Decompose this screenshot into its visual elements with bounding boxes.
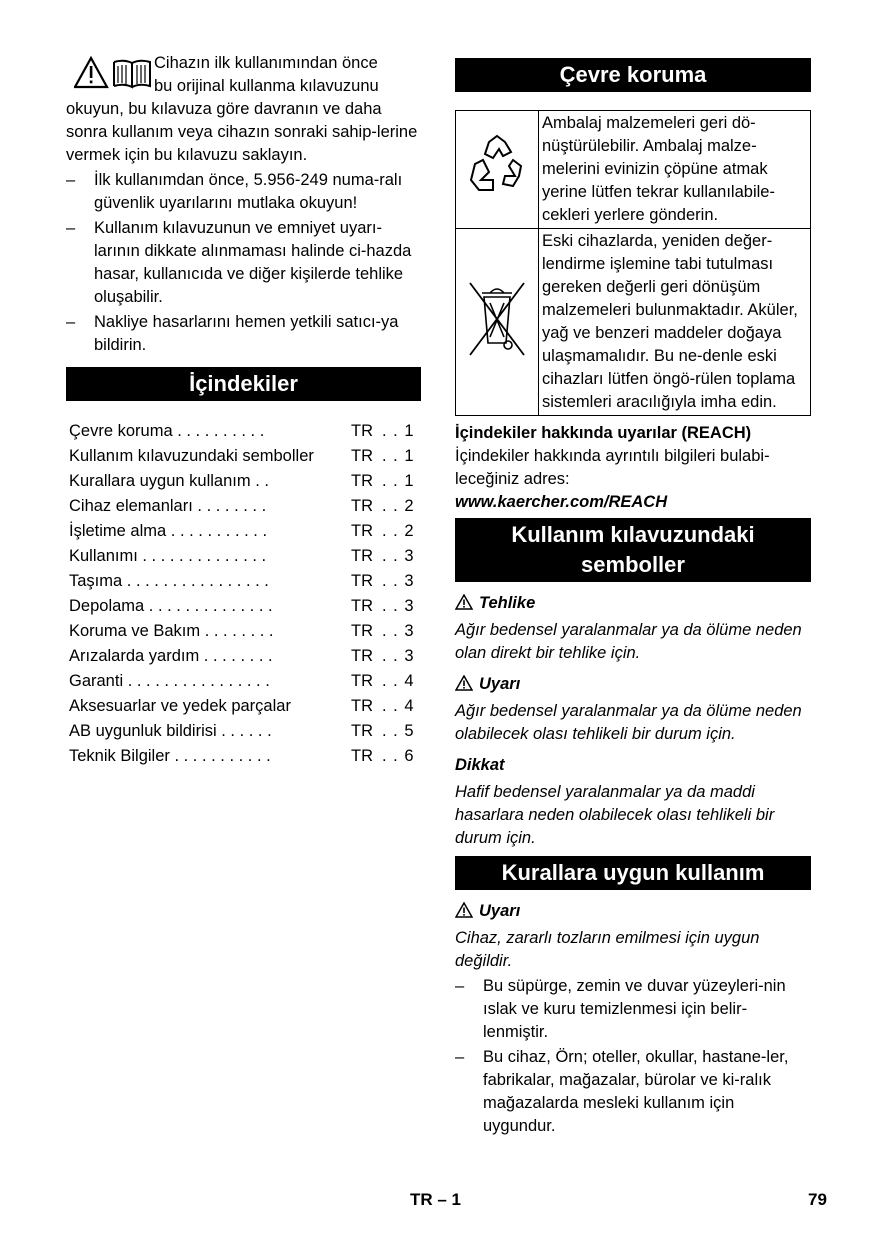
toc-page: . . 3 bbox=[382, 622, 415, 640]
toc-lang: TR bbox=[351, 447, 373, 465]
toc-label bbox=[69, 419, 264, 444]
toc-label bbox=[69, 669, 270, 694]
toc-label bbox=[69, 619, 274, 644]
toc-lang: TR bbox=[351, 547, 373, 565]
footer-page-number: 79 bbox=[808, 1190, 827, 1209]
intro-line-1: Cihazın ilk kullanımından önce bbox=[154, 54, 378, 72]
reach-url[interactable]: www.kaercher.com/REACH bbox=[455, 493, 668, 511]
proper-use-warning-text: Cihaz, zararlı tozların emilmesi için uygun değildir. bbox=[455, 929, 760, 970]
toc-leader-dots: . . bbox=[250, 472, 269, 490]
left-column bbox=[66, 52, 421, 769]
toc-label bbox=[69, 494, 266, 519]
list-item: – Nakliye hasarlarını hemen yetkili satıcı-ya bildirin. bbox=[66, 311, 421, 357]
toc-label-text: Depolama bbox=[69, 597, 145, 615]
toc-label bbox=[69, 694, 291, 719]
toc-row[interactable] bbox=[66, 669, 421, 694]
toc-label-text: Aksesuarlar ve yedek parçalar bbox=[69, 697, 291, 715]
env-table bbox=[455, 110, 811, 416]
toc-label bbox=[69, 594, 273, 619]
toc-page: . . 3 bbox=[382, 547, 415, 565]
warning-manual-icon bbox=[74, 56, 154, 90]
toc-label bbox=[69, 444, 314, 469]
right-column bbox=[455, 52, 811, 1138]
toc-lang: TR bbox=[351, 522, 373, 540]
toc-page: . . 1 bbox=[382, 472, 415, 490]
toc-heading: İçindekiler bbox=[66, 367, 421, 401]
proper-use-warning-title bbox=[455, 900, 811, 923]
toc-row[interactable] bbox=[66, 644, 421, 669]
toc-row[interactable] bbox=[66, 544, 421, 569]
crossed-bin-icon bbox=[466, 279, 528, 359]
reach-text: İçindekiler hakkında ayrıntılı bilgileri bulabi-leceğiniz adres: bbox=[455, 447, 770, 488]
toc-leader-dots: . . . . . . . . bbox=[192, 497, 267, 515]
toc-page: . . 1 bbox=[382, 422, 415, 440]
warning-icon bbox=[455, 675, 473, 691]
disposal-text: Eski cihazlarda, yeniden değer-lendirme işlemine tabi tutulması gereken değerli geri dönüşüm malzemeleri bulunmaktadır. Aküler, yağ ve benzeri maddeler doğaya ulaşmamalıdır. Bu ne-denle eski cihazları lütfen öngö-rülen toplama sistemleri aracılığıyla imha edin. bbox=[539, 229, 811, 416]
toc-label bbox=[69, 519, 267, 544]
toc-label bbox=[69, 569, 269, 594]
danger-title-text: Tehlike bbox=[479, 594, 536, 612]
proper-use-heading: Kurallara uygun kullanım bbox=[455, 856, 811, 890]
toc-page: . . 4 bbox=[382, 672, 415, 690]
footer-section-label: TR – 1 bbox=[410, 1190, 462, 1209]
warning-title bbox=[455, 673, 811, 696]
warning-icon bbox=[455, 594, 473, 610]
toc-row[interactable] bbox=[66, 469, 421, 494]
toc-page: . . 3 bbox=[382, 597, 415, 615]
toc-lang: TR bbox=[351, 572, 373, 590]
toc-lang: TR bbox=[351, 622, 373, 640]
toc-row[interactable] bbox=[66, 569, 421, 594]
toc-label bbox=[69, 719, 272, 744]
toc-page: . . 3 bbox=[382, 647, 415, 665]
intro-list bbox=[66, 169, 421, 357]
toc-row[interactable] bbox=[66, 744, 421, 769]
toc-leader-dots: . . . . . . bbox=[216, 722, 272, 740]
list-item: – Bu cihaz, Örn; oteller, okullar, hastane-ler, fabrikalar, mağazalar, bürolar ve ki-ralık mağazalarda mesleki kullanım için uygundur. bbox=[455, 1046, 811, 1138]
caution-title: Dikkat bbox=[455, 756, 505, 774]
toc-lang: TR bbox=[351, 722, 373, 740]
toc-leader-dots: . . . . . . . . . . . . . . . . bbox=[123, 672, 270, 690]
toc-lang: TR bbox=[351, 422, 373, 440]
toc-row[interactable] bbox=[66, 494, 421, 519]
recycle-cell bbox=[456, 111, 539, 229]
proper-use-list bbox=[455, 975, 811, 1138]
toc-label-text: Kurallara uygun kullanım bbox=[69, 472, 251, 490]
toc-page: . . 4 bbox=[382, 697, 415, 715]
danger-text: Ağır bedensel yaralanmalar ya da ölüme neden olan direkt bir tehlike için. bbox=[455, 621, 802, 662]
recycle-icon bbox=[463, 132, 531, 200]
toc-leader-dots: . . . . . . . . . . . . . . bbox=[144, 597, 273, 615]
warning-text: Ağır bedensel yaralanmalar ya da ölüme neden olabilecek olası tehlikeli bir durum için. bbox=[455, 702, 802, 743]
intro-block bbox=[66, 52, 421, 357]
toc-leader-dots: . . . . . . . . . . bbox=[172, 422, 265, 440]
disposal-cell bbox=[456, 229, 539, 416]
toc-row[interactable] bbox=[66, 419, 421, 444]
intro-line-2: bu orijinal kullanma kılavuzunu bbox=[154, 77, 379, 95]
toc-lang: TR bbox=[351, 472, 373, 490]
table-of-contents bbox=[66, 419, 421, 769]
toc-row[interactable] bbox=[66, 594, 421, 619]
caution-text: Hafif bedensel yaralanmalar ya da maddi hasarlara neden olabilecek olası tehlikeli bir durum için. bbox=[455, 783, 775, 847]
toc-label-text: İşletime alma bbox=[69, 522, 167, 540]
toc-label-text: Garanti bbox=[69, 672, 124, 690]
toc-label-text: Çevre koruma bbox=[69, 422, 173, 440]
toc-page: . . 3 bbox=[382, 572, 415, 590]
toc-label-text: Taşıma bbox=[69, 572, 123, 590]
toc-leader-dots: . . . . . . . . . . . . . . bbox=[137, 547, 267, 565]
toc-page: . . 1 bbox=[382, 447, 415, 465]
toc-label-text: AB uygunluk bildirisi bbox=[69, 722, 217, 740]
toc-label-text: Cihaz elemanları bbox=[69, 497, 193, 515]
toc-label-text: Koruma ve Bakım bbox=[69, 622, 201, 640]
toc-row[interactable] bbox=[66, 519, 421, 544]
list-item: – Kullanım kılavuzunun ve emniyet uyarı-larının dikkate alınmaması halinde ci-hazda hasar, kullanıcıda ve diğer kişilerde tehlike oluşabilir. bbox=[66, 217, 421, 309]
list-item: – Bu süpürge, zemin ve duvar yüzeyleri-nin ıslak ve kuru temizlenmesi için belir-lenmiştir. bbox=[455, 975, 811, 1044]
symbols-heading: Kullanım kılavuzundaki semboller bbox=[455, 518, 811, 582]
toc-leader-dots: . . . . . . . . bbox=[200, 622, 274, 640]
toc-page: . . 2 bbox=[382, 522, 415, 540]
toc-lang: TR bbox=[351, 747, 373, 765]
toc-leader-dots: . . . . . . . . . . . . . . . . bbox=[122, 572, 269, 590]
env-heading: Çevre koruma bbox=[455, 58, 811, 92]
list-item: – İlk kullanımdan önce, 5.956-249 numa-ralı güvenlik uyarılarını mutlaka okuyun! bbox=[66, 169, 421, 215]
toc-leader-dots: . . . . . . . . . . . bbox=[166, 522, 268, 540]
toc-label bbox=[69, 544, 266, 569]
toc-lang: TR bbox=[351, 497, 373, 515]
toc-lang: TR bbox=[351, 597, 373, 615]
toc-label bbox=[69, 744, 271, 769]
toc-lang: TR bbox=[351, 672, 373, 690]
toc-lang: TR bbox=[351, 647, 373, 665]
toc-row[interactable] bbox=[66, 719, 421, 744]
danger-title bbox=[455, 592, 811, 615]
toc-row[interactable] bbox=[66, 619, 421, 644]
toc-row[interactable] bbox=[66, 694, 421, 719]
intro-text: okuyun, bu kılavuza göre davranın ve daha sonra kullanım veya cihazın sonraki sahip-lerine vermek için bu kılavuzu saklayın. bbox=[66, 100, 418, 164]
proper-use-warning-title-text: Uyarı bbox=[479, 902, 521, 920]
toc-leader-dots: . . . . . . . . bbox=[199, 647, 273, 665]
toc-row[interactable] bbox=[66, 444, 421, 469]
warning-title-text: Uyarı bbox=[479, 675, 521, 693]
toc-label-text: Kullanımı bbox=[69, 547, 138, 565]
toc-lang: TR bbox=[351, 697, 373, 715]
toc-label bbox=[69, 644, 273, 669]
toc-leader-dots: . . . . . . . . . . . bbox=[169, 747, 271, 765]
toc-page: . . 5 bbox=[382, 722, 415, 740]
toc-label-text: Kullanım kılavuzundaki semboller bbox=[69, 447, 314, 465]
toc-label-text: Teknik Bilgiler bbox=[69, 747, 170, 765]
warning-icon bbox=[455, 902, 473, 918]
recycle-text: Ambalaj malzemeleri geri dö-nüştürülebilir. Ambalaj malze-melerini evinizin çöpüne atmak yerine lütfen tekrar kullanılabile-cekleri yerlere gönderin. bbox=[539, 111, 811, 229]
toc-label bbox=[69, 469, 269, 494]
toc-page: . . 2 bbox=[382, 497, 415, 515]
toc-label-text: Arızalarda yardım bbox=[69, 647, 200, 665]
reach-title: İçindekiler hakkında uyarılar (REACH) bbox=[455, 424, 752, 442]
toc-page: . . 6 bbox=[382, 747, 415, 765]
